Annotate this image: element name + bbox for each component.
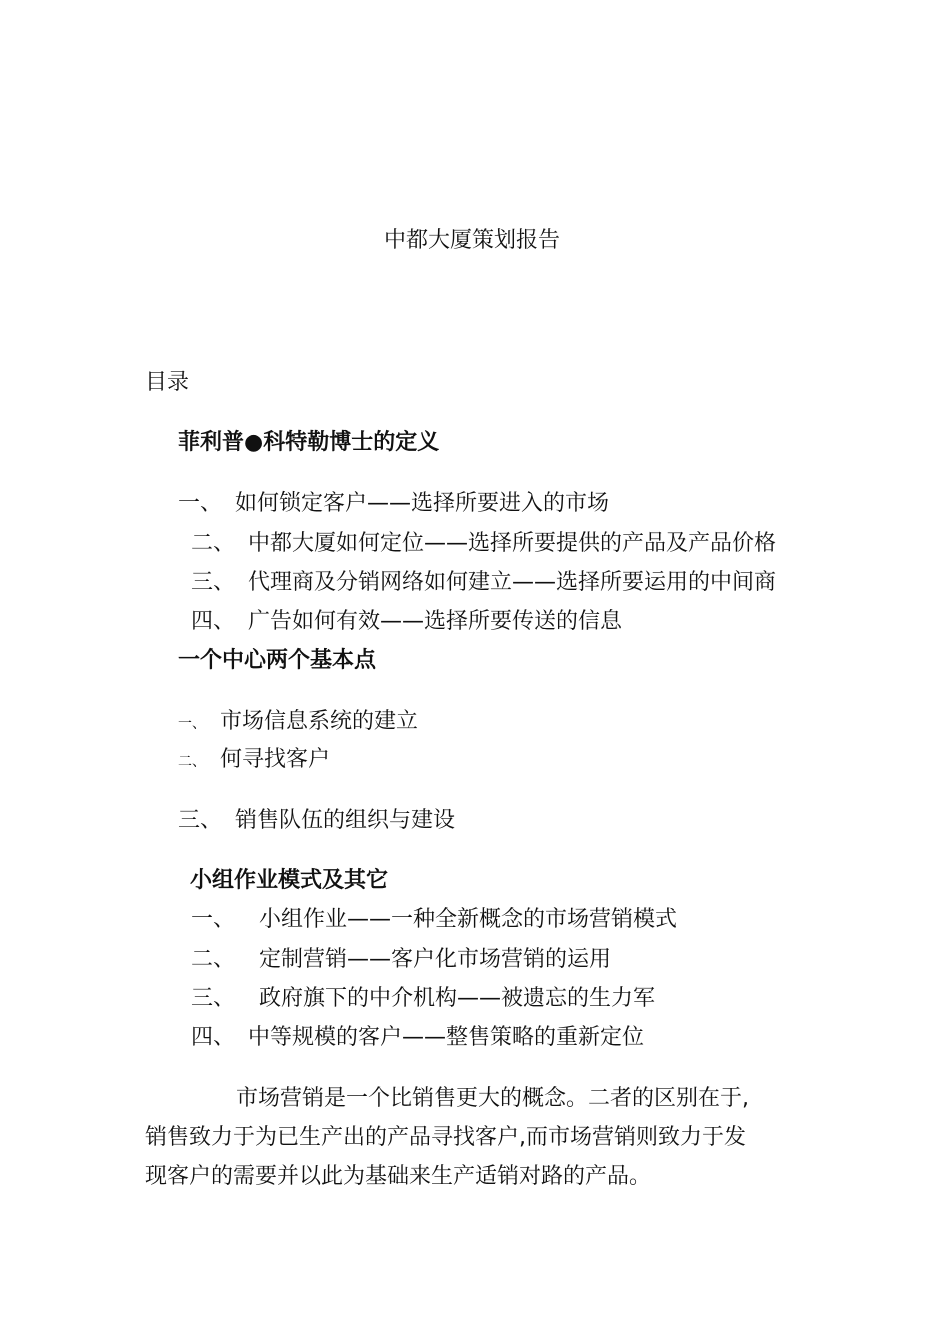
item-number: 四、	[191, 1025, 236, 1050]
item-text: 销售队伍的组织与建设	[235, 808, 456, 833]
toc-item	[191, 568, 776, 598]
item-number: 一、	[178, 716, 206, 732]
item-text: 小组作业——一种全新概念的市场营销模式	[259, 907, 678, 932]
item-text: 市场信息系统的建立	[220, 709, 419, 734]
toc-item	[191, 607, 622, 637]
toc-item	[191, 1023, 644, 1053]
item-text: 中等规模的客户——整售策略的重新定位	[248, 1025, 645, 1050]
section1-heading: 菲利普●科特勒博士的定义	[178, 430, 440, 455]
item-number: 一、	[178, 491, 223, 516]
item-text: 何寻找客户	[220, 747, 331, 772]
item-number: 一、	[191, 907, 236, 932]
toc-item	[178, 489, 609, 519]
section3-heading: 小组作业模式及其它	[190, 868, 389, 893]
item-number: 二、	[191, 947, 236, 972]
item-number: 三、	[191, 986, 236, 1011]
item-number: 三、	[191, 570, 236, 595]
page-title: 中都大厦策划报告	[384, 228, 561, 253]
item-text: 代理商及分销网络如何建立——选择所要运用的中间商	[248, 570, 777, 595]
paragraph-line: 市场营销是一个比销售更大的概念。二者的区别在于,	[236, 1086, 749, 1111]
item-text: 如何锁定客户——选择所要进入的市场	[235, 491, 610, 516]
toc-item	[191, 984, 655, 1014]
item-number: 二、	[178, 754, 206, 770]
toc-item	[191, 945, 611, 975]
item-text: 中都大厦如何定位——选择所要提供的产品及产品价格	[248, 531, 777, 556]
item-number: 三、	[178, 808, 223, 833]
paragraph-line: 现客户的需要并以此为基础来生产适销对路的产品。	[145, 1164, 652, 1189]
item-number: 四、	[191, 609, 236, 634]
item-text: 政府旗下的中介机构——被遗忘的生力军	[259, 986, 656, 1011]
toc-item	[191, 905, 677, 935]
toc-item	[191, 529, 776, 559]
toc-item	[178, 707, 418, 739]
toc-label: 目录	[145, 370, 190, 395]
item-text: 定制营销——客户化市场营销的运用	[259, 947, 612, 972]
paragraph-line: 销售致力于为已生产出的产品寻找客户,而市场营销则致力于发	[145, 1125, 746, 1150]
item-text: 广告如何有效——选择所要传送的信息	[248, 609, 623, 634]
toc-item	[178, 806, 455, 836]
item-number: 二、	[191, 531, 236, 556]
toc-item	[178, 745, 330, 777]
section2-heading: 一个中心两个基本点	[178, 648, 377, 673]
